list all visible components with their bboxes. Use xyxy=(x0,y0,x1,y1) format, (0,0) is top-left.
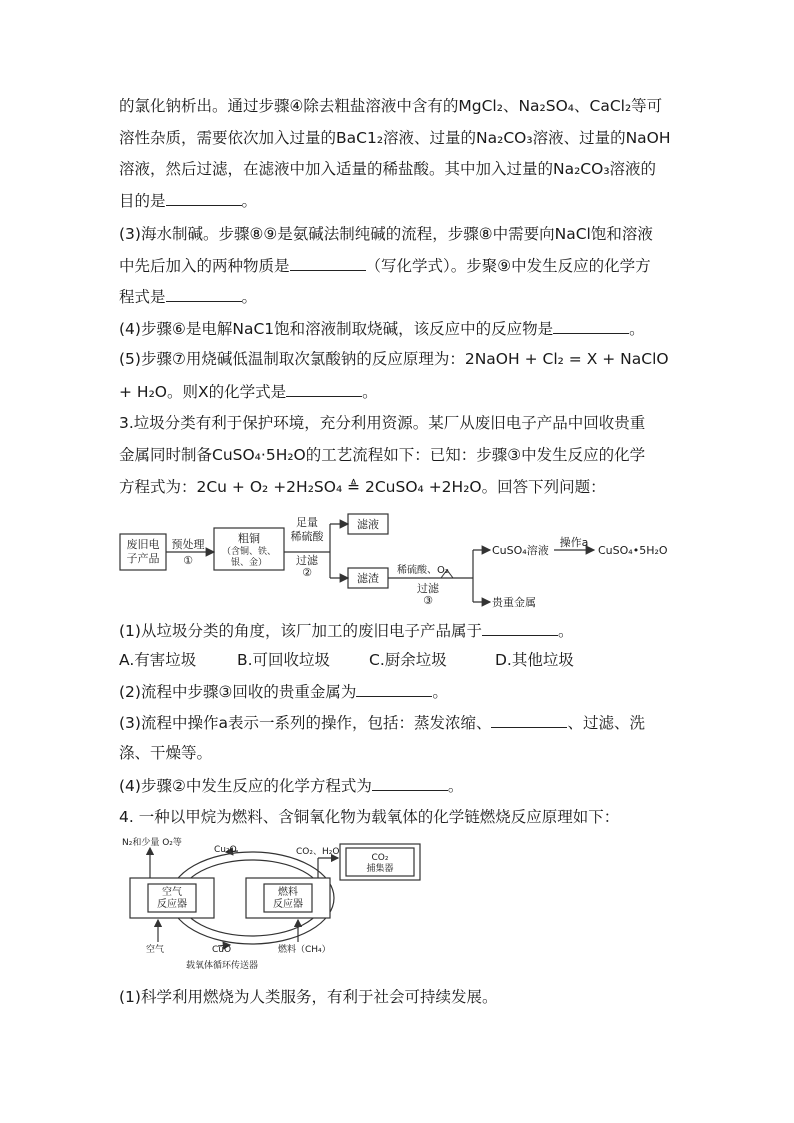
answer-blank[interactable] xyxy=(553,318,629,334)
text-line: (4)步骤②中发生反应的化学方程式为 。 xyxy=(119,777,464,795)
cuo-label: CuO xyxy=(212,945,232,955)
text-line: (3)海水制碱。步骤⑧⑨是氨碱法制纯碱的流程，步骤⑧中需要向NaCl饱和溶液 xyxy=(119,225,653,243)
co2h2o-label: CO₂、H₂O xyxy=(296,847,340,857)
answer-blank[interactable] xyxy=(286,381,362,397)
raw-label: 废旧电 xyxy=(126,538,160,551)
product-label: CuSO₄•5H₂O xyxy=(598,544,668,557)
text-line: (5)步骤⑦用烧碱低温制取次氯酸钠的反应原理为：2NaOH + Cl₂ = X + NaClO xyxy=(119,350,669,368)
precious-label: 贵重金属 xyxy=(492,596,536,609)
fuel-reactor-label: 燃料 xyxy=(278,887,298,898)
text-line: 3.垃圾分类有利于保护环境，充分利用资源。某厂从废旧电子产品中回收贵重 xyxy=(119,414,646,432)
cu2o-label: Cu₂O xyxy=(214,845,237,855)
option-a[interactable]: A.有害垃圾 xyxy=(119,651,197,669)
options-line xyxy=(119,650,599,670)
chemical-looping-diagram xyxy=(118,834,428,974)
residue-label: 滤渣 xyxy=(357,572,379,585)
co2-capture-label: CO₂ xyxy=(371,853,389,863)
answer-blank[interactable] xyxy=(166,286,242,302)
air-reactor-label: 空气 xyxy=(162,887,182,898)
fuel-reactor-label: 反应器 xyxy=(273,899,303,910)
answer-blank[interactable] xyxy=(166,190,242,206)
option-d[interactable]: D.其他垃圾 xyxy=(495,651,574,669)
text-line: 的氯化钠析出。通过步骤④除去粗盐溶液中含有的MgCl₂、Na₂SO₄、CaCl₂等可 xyxy=(119,97,663,115)
text-line: 方程式为：2Cu + O₂ +2H₂SO₄ ≜ 2CuSO₄ +2H₂O。回答下列问题： xyxy=(119,478,606,496)
crude-sub: （含铜、铁、 xyxy=(221,547,277,557)
text-line: (4)步骤⑥是电解NaC1饱和溶液制取烧碱，该反应中的反应物是 。 xyxy=(119,320,645,338)
air-reactor-label: 反应器 xyxy=(157,899,187,910)
answer-blank[interactable] xyxy=(491,712,567,728)
raw-label: 子产品 xyxy=(126,552,160,565)
answer-blank[interactable] xyxy=(372,775,448,791)
cuso4-solution-label: CuSO₄溶液 xyxy=(492,544,549,557)
text-line: (2)流程中步骤③回收的贵重金属为 。 xyxy=(119,683,448,701)
acid-label: 过滤 xyxy=(296,554,318,567)
acid2-label: 稀硫酸、O₂ xyxy=(397,565,449,576)
op-label: 操作a xyxy=(559,536,589,549)
text-line: + H₂O。则X的化学式是 。 xyxy=(119,383,378,401)
step-3: ③ xyxy=(423,594,433,607)
text-line: 目的是 。 xyxy=(119,192,258,210)
acid-label: 足量 xyxy=(296,516,318,529)
text-line: 溶液，然后过滤，在滤液中加入适量的稀盐酸。其中加入过量的Na₂CO₃溶液的 xyxy=(119,160,657,178)
text-line: (1)科学利用燃烧为人类服务，有利于社会可持续发展。 xyxy=(119,988,498,1006)
option-b[interactable]: B.可回收垃圾 xyxy=(237,651,331,669)
text-line: 4. 一种以甲烷为燃料、含铜氧化物为载氧体的化学链燃烧反应原理如下： xyxy=(119,808,620,826)
step-1: ① xyxy=(183,554,193,567)
pre-label: 预处理 xyxy=(171,538,205,551)
text-line: 中先后加入的两种物质是 （写化学式）。步聚⑨中发生反应的化学方 xyxy=(119,257,651,275)
answer-blank[interactable] xyxy=(356,681,432,697)
text-line: (1)从垃圾分类的角度，该厂加工的废旧电子产品属于 。 xyxy=(119,622,574,640)
process-flow-diagram xyxy=(118,512,708,612)
carrier-label: 载氧体循环传送器 xyxy=(186,961,259,971)
filtrate-label: 滤液 xyxy=(357,518,379,531)
fuel-label: 燃料（CH₄） xyxy=(278,945,331,955)
text-line: (3)流程中操作a表示一系列的操作，包括：蒸发浓缩、 、过滤、洗 xyxy=(119,714,645,732)
crude-sub: 银、金） xyxy=(230,558,268,568)
answer-blank[interactable] xyxy=(290,255,366,271)
option-c[interactable]: C.厨余垃圾 xyxy=(369,651,447,669)
air-label: 空气 xyxy=(146,945,165,955)
n2-label: N₂和少量 O₂等 xyxy=(122,838,182,848)
acid-label: 稀硫酸 xyxy=(290,530,324,543)
answer-blank[interactable] xyxy=(482,620,558,636)
text-line: 溶性杂质，需要依次加入过量的BaC1₂溶液、过量的Na₂CO₃溶液、过量的NaOH xyxy=(119,129,671,147)
text-line: 程式是 。 xyxy=(119,288,258,306)
text-line: 涤、干燥等。 xyxy=(119,744,213,762)
filter3-label: 过滤 xyxy=(417,582,439,595)
text-line: 金属同时制备CuSO₄·5H₂O的工艺流程如下：已知：步骤③中发生反应的化学 xyxy=(119,446,646,464)
crude-label: 粗铜 xyxy=(238,532,260,545)
step-2: ② xyxy=(302,566,312,579)
co2-capture-label: 捕集器 xyxy=(366,864,394,874)
